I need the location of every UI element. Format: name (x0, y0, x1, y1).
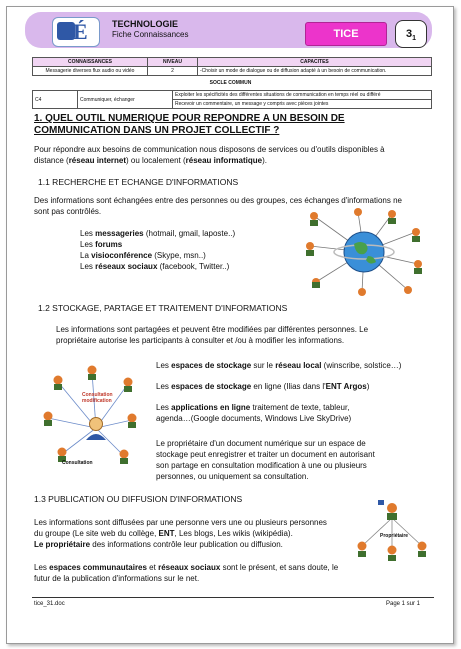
diagram-label-consultation: Consultation (62, 460, 93, 466)
sheet-number: $3_1$ (395, 20, 427, 48)
socle-title: SOCLE COMMUN (209, 80, 252, 86)
ac-logo: É (52, 17, 100, 47)
section-1-2-title: 1.2 STOCKAGE, PARTAGE ET TRAITEMENT D'INFORMATIONS (38, 303, 288, 313)
capacities-table: CONNAISSANCES NIVEAU CAPACITES Messagerie diverses flux audio ou vidéo 2 -Choisir un mode de dialogue ou de diffusion adapté à un besoin de communication. (32, 57, 432, 76)
section-1-1-title: 1.1 RECHERCHE ET ECHANGE D'INFORMATIONS (38, 177, 239, 187)
network-globe-illustration (300, 206, 428, 298)
section-1-1-text: Des informations sont échangées entre des personnes ou des groupes, ces échanges d'informations ne sont pas contrôlés. (34, 196, 402, 216)
section-1-3-title: 1.3 PUBLICATION OU DIFFUSION D'INFORMATIONS (34, 494, 243, 504)
section-1-title: 1. QUEL OUTIL NUMERIQUE POUR REPONDRE A UN BESOIN DE COMMUNICATION DANS UN PROJET COLLECTIF ? (34, 113, 345, 136)
section-1-3-conclusion: Les espaces communautaires et réseaux sociaux sont le présent, et sans doute, le futur de la publication d'informations sur le net. (34, 563, 339, 583)
socle-table: C4 Communiquer, échanger Exploiter les spécificités des différentes situations de communication en temps réel ou différé Recevoir un commentaire, un message y compris avec pièces jointes (32, 90, 432, 109)
section-1-3-text: Les informations sont diffusées par une personne vers une ou plusieurs personnes du groupe (Le site web du collège, ENT, Les blogs, Les wikis (wikipédia). Le propriétaire des informations contrôle leur publication ou diffusion. (34, 518, 327, 549)
storage-paragraph: Le propriétaire d'un document numérique sur un espace de stockage peut enregistrer et traiter un document en autorisant son partage en consultation modification à une ou plusieurs personnes, ou uniquement sa consultation. (156, 439, 375, 481)
footer-page: Page 1 sur 1 (386, 601, 421, 607)
tice-badge: TICE (305, 22, 387, 46)
section-1-intro: Pour répondre aux besoins de communication nous disposons de services ou d'outils disponibles à distance (réseau internet) ou localement (réseau informatique). (34, 145, 385, 165)
footer-filename: tice_31.doc (34, 601, 65, 607)
diagram-label-owner: Propriétaire (380, 533, 409, 539)
sharing-network-diagram (36, 362, 144, 470)
diagram-label-modification: Consultation modification (82, 392, 113, 404)
section-1-2-text: Les informations sont partagées et peuvent être modifiées par différentes personnes. Le propriétaire autorise les participants à consulter et /ou à modifier les informations. (56, 325, 369, 345)
footer-divider (32, 597, 434, 598)
communication-tools-list: Les messageries (hotmail, gmail, laposte..) Les forums La visioconférence (Skype, msn..) Les réseaux sociaux (facebook, Twitter..) (80, 229, 236, 271)
header-title: TECHNOLOGIE (112, 19, 179, 29)
header-subtitle: Fiche Connaissances (112, 30, 189, 39)
storage-list: Les espaces de stockage sur le réseau local (winscribe, solstice…) Les espaces de stockage en ligne (Ilias dans l'ENT Argos) Les applications en ligne traitement de texte, tableur, agenda…(Google documents, Windows Live SkyDrive) (156, 361, 402, 423)
